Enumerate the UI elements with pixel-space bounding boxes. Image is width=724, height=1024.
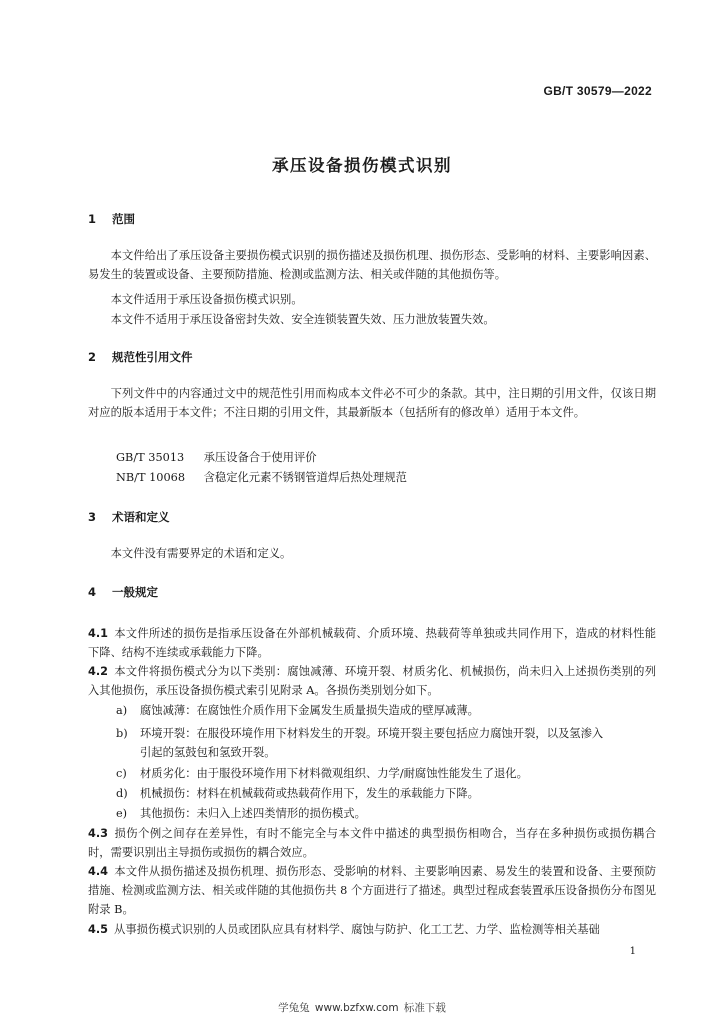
clause-number: 4.5 [88,923,109,936]
list-marker: e) [116,807,128,820]
standard-code: GB/T 30579—2022 [543,84,652,98]
reference-item [116,449,317,465]
clause-4-2 [88,662,656,700]
list-item [116,724,656,762]
list-marker: b) [116,727,128,740]
section-title: 术语和定义 [112,510,170,524]
list-item-text: 环境开裂：在服役环境作用下材料发生的开裂。环境开裂主要包括应力腐蚀开裂，以及氢渗入 [140,727,604,740]
normative-references-paragraph: 下列文件中的内容通过文中的规范性引用而构成本文件必不可少的条款。其中，注日期的引用文件，仅该日期对应的版本适用于本文件；不注日期的引用文件，其最新版本（包括所有的修改单）适用于本文件。 [88,387,656,419]
reference-code: GB/T 35013 [116,451,185,464]
section-number: 4 [88,585,97,599]
clause-number: 4.4 [88,865,109,878]
clause-number: 4.2 [88,665,109,678]
section-3-heading [88,509,170,525]
clause-4-3 [88,824,656,862]
clause-text: 损伤个例之间存在差异性，有时不能完全与本文件中描述的典型损伤相吻合，当存在多种损伤或损伤耦合时，需要识别出主导损伤或损伤的耦合效应。 [88,827,656,859]
scope-paragraph-2: 本文件适用于承压设备损伤模式识别。 [110,293,303,306]
section-2-heading [88,349,193,365]
reference-item [116,469,407,485]
clause-4-1 [88,624,656,662]
list-item-text: 其他损伤：未归入上述四类情形的损伤模式。 [140,807,366,820]
scope-paragraph-1: 本文件给出了承压设备主要损伤模式识别的损伤描述及损伤机理、损伤形态、受影响的材料、主要影响因素、易发生的装置或设备、主要预防措施、检测或监测方法、相关或伴随的其他损伤等。 [88,249,656,281]
clause-4-5 [88,920,656,939]
section-title: 一般规定 [112,585,159,599]
reference-code: NB/T 10068 [116,471,186,484]
clause-text: 本文件所述的损伤是指承压设备在外部机械载荷、介质环境、热载荷等单独或共同作用下，造成的材料性能下降、结构不连续或承载能力下降。 [88,627,656,659]
section-title: 范围 [112,212,136,226]
list-item-continuation: 引起的氢鼓包和氢致开裂。 [140,746,276,759]
clause-text: 本文件从损伤描述及损伤机理、损伤形态、受影响的材料、主要影响因素、易发生的装置和设备、主要预防措施、检测或监测方法、相关或伴随的其他损伤共 8 个方面进行了描述。典型过程成套装置承压设备损伤分布图见附录 B。 [88,865,656,916]
section-number: 2 [88,350,97,364]
clause-number: 4.3 [88,827,109,840]
clause-4-4 [88,862,656,919]
section-1-heading [88,211,135,227]
clause-number: 4.1 [88,627,109,640]
list-item-text: 腐蚀减薄：在腐蚀性介质作用下金属发生质量损失造成的壁厚减薄。 [140,704,479,717]
document-title: 承压设备损伤模式识别 [272,156,452,175]
list-item-text: 机械损伤：材料在机械载荷或热载荷作用下，发生的承载能力下降。 [140,787,479,800]
section-number: 1 [88,212,97,226]
list-marker: a) [116,704,128,717]
reference-title: 含稳定化元素不锈钢管道焊后热处理规范 [203,471,407,484]
reference-title: 承压设备合于使用评价 [203,451,317,464]
list-item [116,804,656,823]
clause-text: 本文件将损伤模式分为以下类别：腐蚀减薄、环境开裂、材质劣化、机械损伤，尚未归入上述损伤类别的列入其他损伤，承压设备损伤模式索引见附录 A。各损伤类别划分如下。 [88,665,656,697]
list-marker: d) [116,787,128,800]
list-item [116,701,656,720]
section-number: 3 [88,510,97,524]
list-item [116,784,656,803]
section-4-heading [88,584,158,600]
terms-paragraph: 本文件没有需要界定的术语和定义。 [110,547,292,560]
page-number: 1 [629,946,636,957]
list-marker: c) [116,767,127,780]
section-title: 规范性引用文件 [112,350,193,364]
list-item-text: 材质劣化：由于服役环境作用下材料微观组织、力学/耐腐蚀性能发生了退化。 [140,767,528,780]
list-item [116,764,656,783]
watermark-text: 学兔兔 www.bzfxw.com 标准下载 [278,1002,446,1014]
scope-paragraph-3: 本文件不适用于承压设备密封失效、安全连锁装置失效、压力泄放装置失效。 [110,313,495,326]
clause-text: 从事损伤模式识别的人员或团队应具有材料学、腐蚀与防护、化工工艺、力学、监检测等相关基础 [114,923,600,936]
